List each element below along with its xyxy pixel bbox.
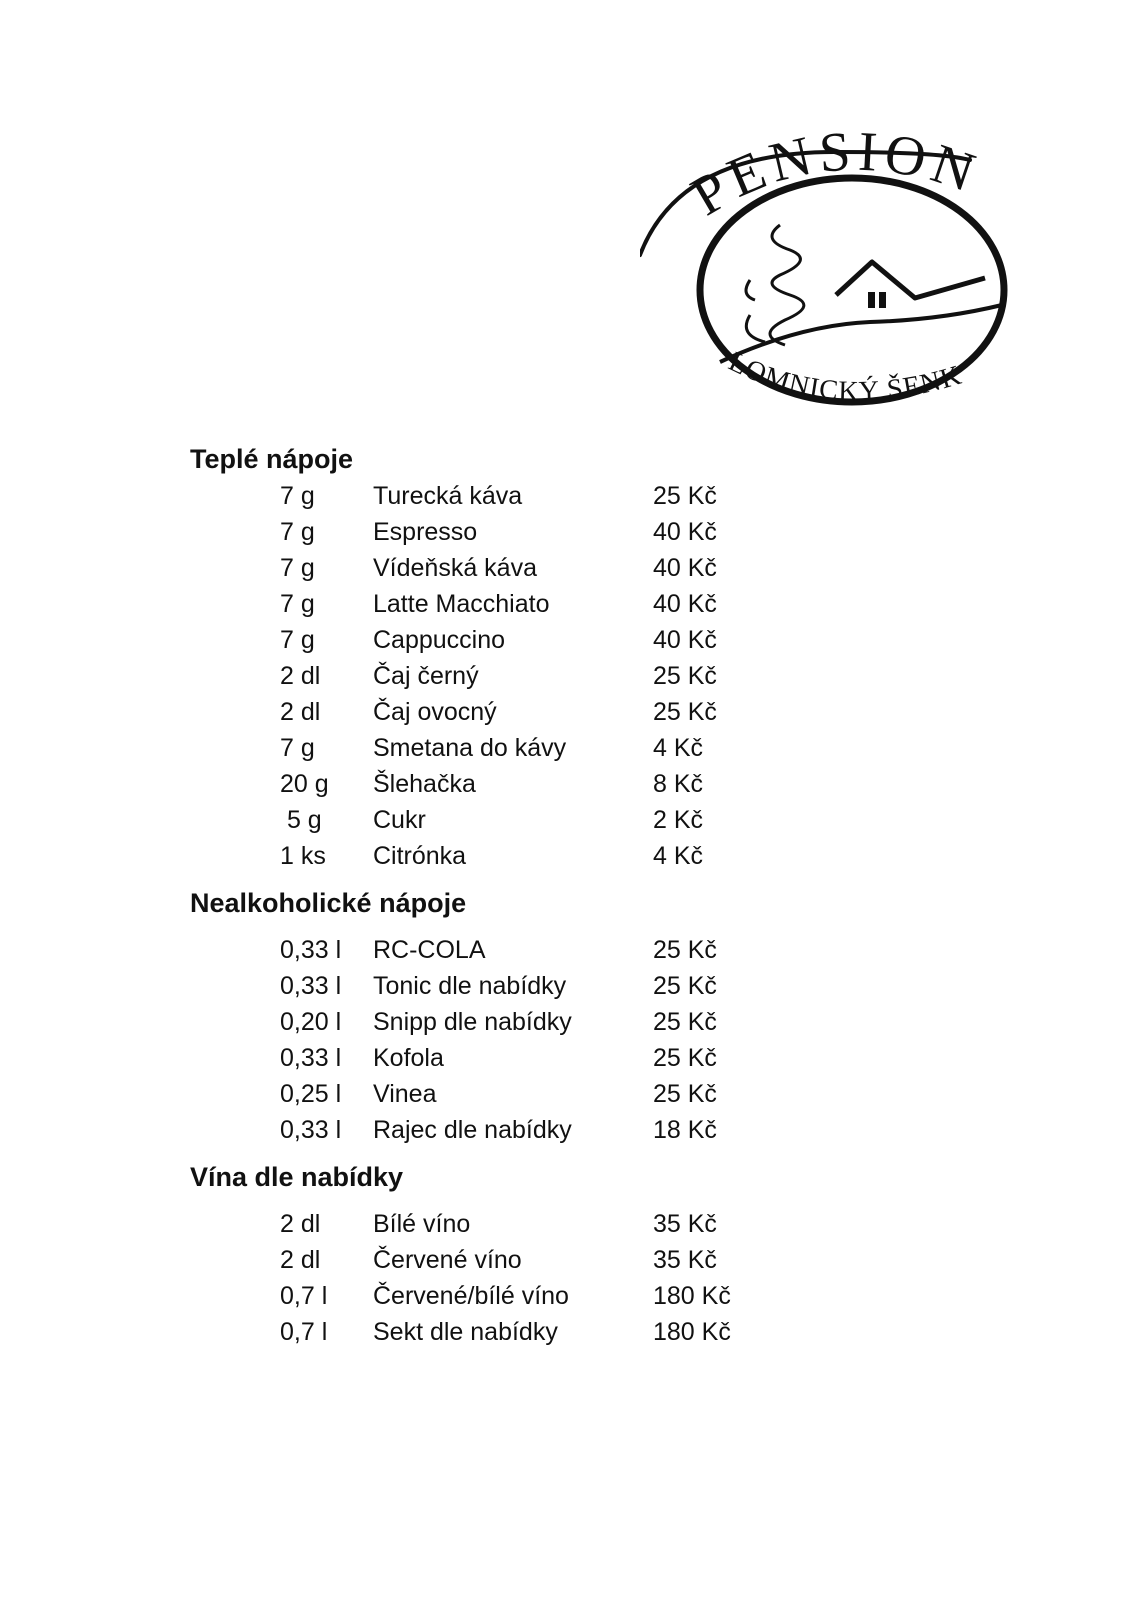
logo-top-text: PENSION [681, 130, 988, 228]
item-qty: 0,25 l [280, 1080, 342, 1108]
section-title: Vína dle nabídky [190, 1162, 404, 1192]
item-qty: 1 ks [280, 842, 326, 870]
item-price: 18 Kč [653, 1116, 717, 1144]
house-window-left [868, 292, 875, 308]
item-qty: 2 dl [280, 662, 321, 690]
item-name: Bílé víno [373, 1210, 471, 1238]
item-qty: 0,7 l [280, 1318, 328, 1346]
item-qty: 0,7 l [280, 1282, 328, 1310]
menu-item [190, 932, 830, 968]
menu-item [190, 586, 830, 622]
item-name: Espresso [373, 518, 478, 546]
item-qty: 20 g [280, 770, 329, 798]
item-name: RC-COLA [373, 936, 486, 964]
item-price: 40 Kč [653, 590, 717, 618]
item-price: 25 Kč [653, 1008, 717, 1036]
house-window-right [879, 292, 886, 308]
tree-icon [770, 225, 804, 345]
drinks-menu [190, 440, 830, 1350]
item-name: Kofola [373, 1044, 444, 1072]
house-roof [836, 262, 985, 298]
pension-logo [640, 130, 1030, 430]
item-name: Čaj ovocný [373, 698, 497, 726]
menu-item [190, 1040, 830, 1076]
menu-item [190, 1242, 830, 1278]
item-price: 25 Kč [653, 662, 717, 690]
logo-hill [720, 305, 1002, 362]
item-name: Rajec dle nabídky [373, 1116, 572, 1144]
menu-item [190, 838, 830, 874]
item-name: Cukr [373, 806, 426, 834]
menu-item [190, 802, 830, 838]
item-name: Vinea [373, 1080, 437, 1108]
item-name: Vídeňská káva [373, 554, 537, 582]
logo-bottom-text: LOMNICKÝ ŠENK [723, 346, 966, 408]
item-qty: 0,33 l [280, 936, 342, 964]
item-qty: 0,33 l [280, 972, 342, 1000]
menu-item [190, 968, 830, 1004]
item-price: 25 Kč [653, 936, 717, 964]
item-price: 25 Kč [653, 972, 717, 1000]
section-title: Nealkoholické nápoje [190, 888, 467, 918]
menu-item [190, 1076, 830, 1112]
item-qty: 7 g [280, 518, 315, 546]
item-name: Latte Macchiato [373, 590, 550, 618]
menu-item [190, 478, 830, 514]
item-list [190, 1206, 830, 1350]
item-name: Snipp dle nabídky [373, 1008, 572, 1036]
menu-item [190, 694, 830, 730]
item-name: Tonic dle nabídky [373, 972, 567, 1000]
item-list [190, 932, 830, 1148]
item-name: Cappuccino [373, 626, 506, 654]
menu-item [190, 730, 830, 766]
menu-item [190, 1206, 830, 1242]
item-price: 8 Kč [653, 770, 704, 798]
item-price: 35 Kč [653, 1210, 717, 1238]
menu-item [190, 622, 830, 658]
item-price: 4 Kč [653, 842, 704, 870]
item-price: 25 Kč [653, 1080, 717, 1108]
section-title: Teplé nápoje [190, 444, 354, 474]
section-wines [190, 1158, 830, 1350]
menu-item [190, 1112, 830, 1148]
item-name: Turecká káva [373, 482, 523, 510]
item-name: Smetana do kávy [373, 734, 567, 762]
item-price: 25 Kč [653, 698, 717, 726]
menu-item [190, 1004, 830, 1040]
item-name: Sekt dle nabídky [373, 1318, 558, 1346]
item-qty: 7 g [280, 734, 315, 762]
item-qty: 7 g [280, 590, 315, 618]
item-qty: 7 g [280, 554, 315, 582]
item-price: 40 Kč [653, 626, 717, 654]
item-price: 4 Kč [653, 734, 704, 762]
item-name: Šlehačka [373, 770, 476, 798]
item-price: 180 Kč [653, 1318, 731, 1346]
item-price: 40 Kč [653, 518, 717, 546]
menu-item [190, 514, 830, 550]
logo-graphic [640, 130, 1030, 430]
item-qty: 2 dl [280, 698, 321, 726]
menu-item [190, 658, 830, 694]
item-name: Čaj černý [373, 662, 479, 690]
item-qty: 0,20 l [280, 1008, 342, 1036]
item-price: 40 Kč [653, 554, 717, 582]
item-price: 180 Kč [653, 1282, 731, 1310]
menu-item [190, 550, 830, 586]
item-price: 25 Kč [653, 1044, 717, 1072]
item-price: 2 Kč [653, 806, 704, 834]
item-qty: 2 dl [280, 1246, 321, 1274]
menu-item [190, 1278, 830, 1314]
item-price: 35 Kč [653, 1246, 717, 1274]
item-qty: 0,33 l [280, 1044, 342, 1072]
item-qty: 7 g [280, 482, 315, 510]
item-name: Citrónka [373, 842, 467, 870]
menu-item [190, 766, 830, 802]
menu-item [190, 1314, 830, 1350]
item-price: 25 Kč [653, 482, 717, 510]
item-qty: 2 dl [280, 1210, 321, 1238]
item-qty: 0,33 l [280, 1116, 342, 1144]
item-name: Červené víno [373, 1246, 522, 1274]
item-qty: 7 g [280, 626, 315, 654]
item-list [190, 478, 830, 874]
section-hot-drinks [190, 440, 830, 874]
item-name: Červené/bílé víno [373, 1282, 569, 1310]
item-qty: 5 g [280, 806, 322, 834]
section-soft-drinks [190, 884, 830, 1148]
